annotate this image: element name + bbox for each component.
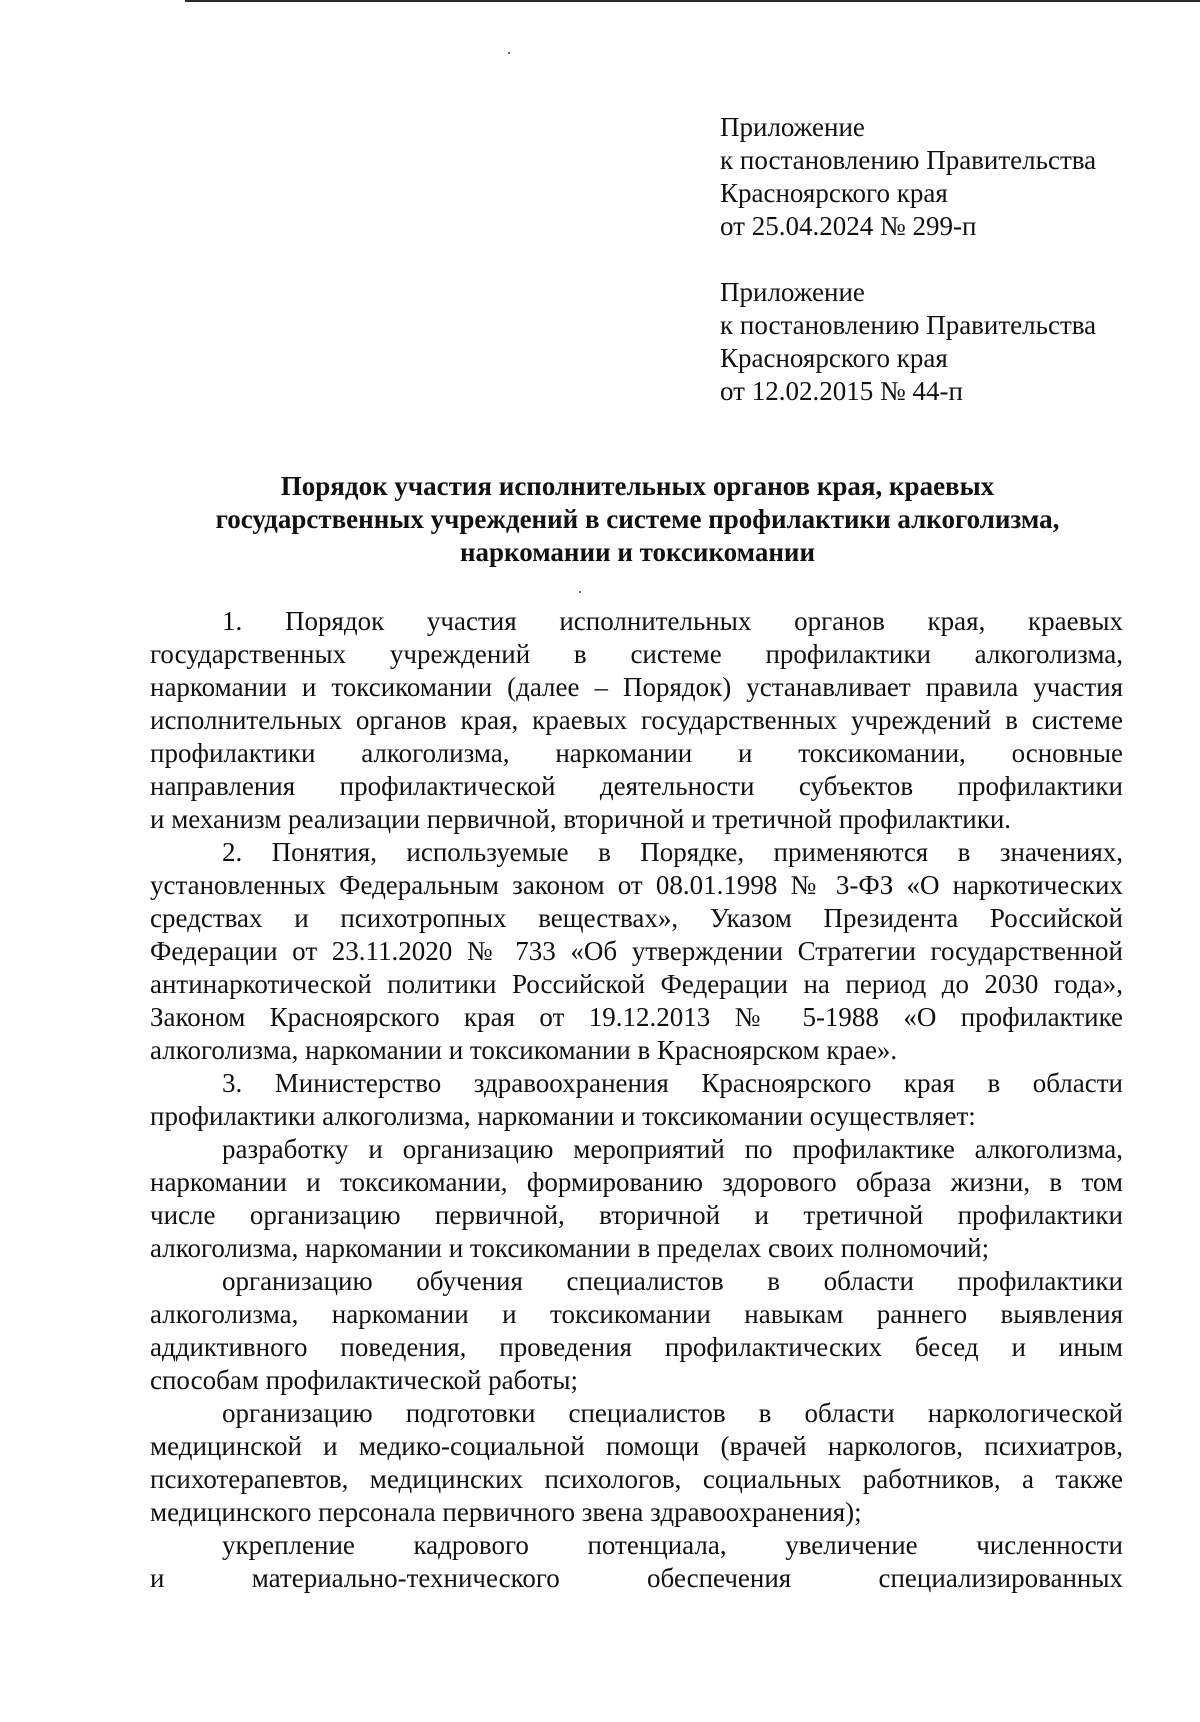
appendix-line: Приложение — [720, 112, 865, 142]
appendix-line: от 25.04.2024 № 299-п — [720, 211, 977, 241]
paragraph-line: и материально-технического обеспечения специализированных — [150, 1563, 1123, 1593]
paragraph-line: наркомании и токсикомании, формированию здорового образа жизни, в том — [150, 1167, 1123, 1197]
paragraph-line: способам профилактической работы; — [150, 1365, 578, 1395]
paragraph-line: психотерапевтов, медицинских психологов, социальных работников, а также — [150, 1464, 1123, 1494]
paragraph-line: 1. Порядок участия исполнительных органов края, краевых — [222, 606, 1123, 636]
paragraph-line: Федерации от 23.11.2020 № 733 «Об утверждении Стратегии государственной — [150, 936, 1123, 966]
appendix-line: Красноярского края — [720, 343, 948, 373]
paragraph-line: наркомании и токсикомании (далее – Порядок) устанавливает правила участия — [150, 672, 1123, 702]
paragraph — [150, 1133, 1123, 1265]
appendix-line: от 12.02.2015 № 44-п — [720, 376, 963, 406]
paragraph — [150, 1397, 1123, 1529]
paragraph-line: алкоголизма, наркомании и токсикомании в пределах своих полномочий; — [150, 1233, 990, 1263]
paragraph-line: укрепление кадрового потенциала, увеличение численности — [222, 1530, 1123, 1560]
appendix-original-header — [720, 276, 1160, 408]
document-title — [150, 470, 1125, 569]
paragraph — [150, 1265, 1123, 1397]
scan-speck — [579, 591, 581, 593]
paragraph — [150, 836, 1123, 1067]
appendix-line: Приложение — [720, 277, 865, 307]
paragraph-line: 2. Понятия, используемые в Порядке, применяются в значениях, — [222, 837, 1123, 867]
paragraph-line: алкоголизма, наркомании и токсикомании в Красноярском крае». — [150, 1035, 898, 1065]
scan-speck — [508, 52, 510, 54]
paragraph-line: разработку и организацию мероприятий по профилактике алкоголизма, — [222, 1134, 1123, 1164]
appendix-current-header — [720, 111, 1160, 243]
paragraph-line: организацию обучения специалистов в области профилактики — [222, 1266, 1123, 1296]
paragraph-line: медицинской и медико-социальной помощи (врачей наркологов, психиатров, — [150, 1431, 1123, 1461]
paragraph — [150, 1529, 1123, 1595]
paragraph-line: медицинского персонала первичного звена здравоохранения); — [150, 1497, 862, 1527]
document-body — [150, 605, 1123, 1595]
paragraph-line: 3. Министерство здравоохранения Красноярского края в области — [222, 1068, 1123, 1098]
paragraph-line: установленных Федеральным законом от 08.01.1998 № 3-ФЗ «О наркотических — [150, 870, 1123, 900]
paragraph-line: Законом Красноярского края от 19.12.2013 № 5-1988 «О профилактике — [150, 1002, 1123, 1032]
paragraph-line: антинаркотической политики Российской Федерации на период до 2030 года», — [150, 969, 1123, 999]
paragraph-line: направления профилактической деятельности субъектов профилактики — [150, 771, 1123, 801]
paragraph-line: профилактики алкоголизма, наркомании и токсикомании осуществляет: — [150, 1101, 976, 1131]
appendix-line: Красноярского края — [720, 178, 948, 208]
paragraph-line: алкоголизма, наркомании и токсикомании навыкам раннего выявления — [150, 1299, 1123, 1329]
title-line: наркомании и токсикомании — [459, 537, 816, 567]
paragraph — [150, 1067, 1123, 1133]
appendix-line: к постановлению Правительства — [720, 145, 1097, 175]
paragraph-line: профилактики алкоголизма, наркомании и токсикомании, основные — [150, 738, 1123, 768]
paragraph-line: числе организацию первичной, вторичной и третичной профилактики — [150, 1200, 1123, 1230]
paragraph-line: аддиктивного поведения, проведения профилактических бесед и иным — [150, 1332, 1123, 1362]
title-line: Порядок участия исполнительных органов края, краевых — [280, 471, 995, 501]
scan-edge-line — [185, 0, 1200, 2]
title-line: государственных учреждений в системе профилактики алкоголизма, — [215, 504, 1060, 534]
paragraph-line: организацию подготовки специалистов в области наркологической — [222, 1398, 1123, 1428]
paragraph-line: исполнительных органов края, краевых государственных учреждений в системе — [150, 705, 1123, 735]
paragraph — [150, 605, 1123, 836]
paragraph-line: средствах и психотропных веществах», Указом Президента Российской — [150, 903, 1123, 933]
paragraph-line: государственных учреждений в системе профилактики алкоголизма, — [150, 639, 1123, 669]
appendix-line: к постановлению Правительства — [720, 310, 1097, 340]
paragraph-line: и механизм реализации первичной, вторичной и третичной профилактики. — [150, 804, 1012, 834]
